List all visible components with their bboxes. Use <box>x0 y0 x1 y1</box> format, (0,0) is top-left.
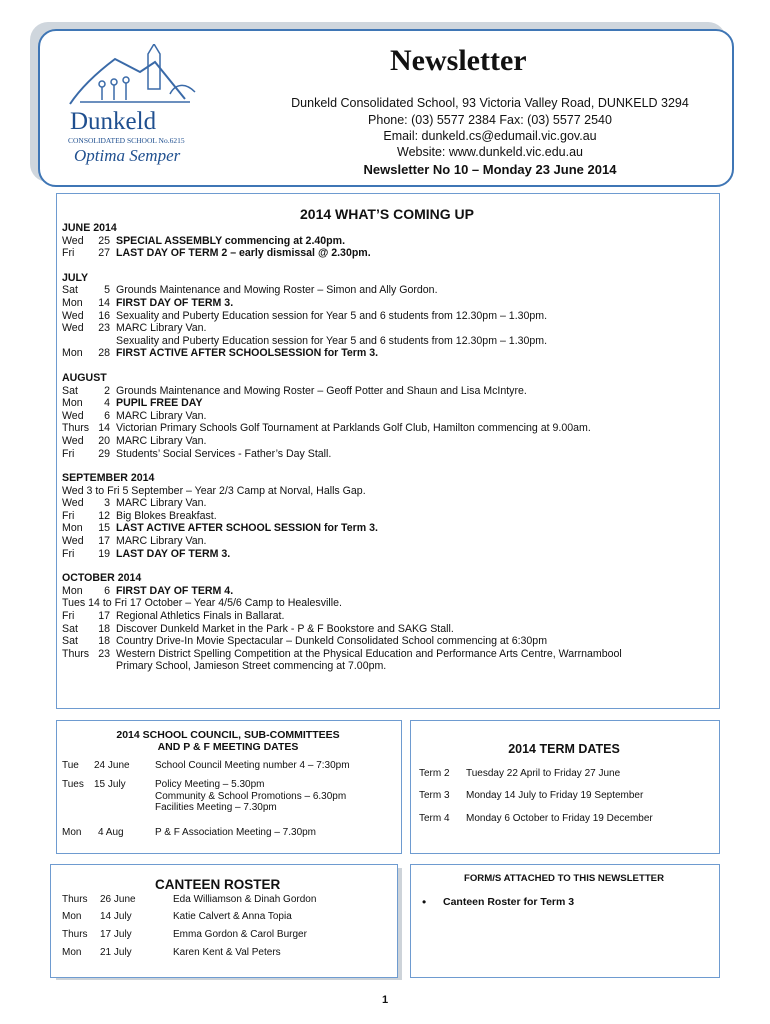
canteen-names: Katie Calvert & Anna Topia <box>173 911 292 922</box>
term-dates-title: 2014 TERM DATES <box>508 742 620 756</box>
term-label: Term 2 <box>419 768 450 779</box>
list-item: Sat 5 Grounds Maintenance and Mowing Roster – Simon and Ally Gordon. <box>62 284 438 297</box>
school-logo <box>60 44 210 174</box>
school-email[interactable]: Email: dunkeld.cs@edumail.vic.gov.au <box>383 129 597 143</box>
council-title-line2: AND P & F MEETING DATES <box>157 741 299 753</box>
logo-subname: CONSOLIDATED SCHOOL No.6215 <box>68 136 185 145</box>
list-item: Tues 14 to Fri 17 October – Year 4/5/6 Camp to Healesville. <box>62 597 342 610</box>
canteen-date: 14 July <box>100 911 132 922</box>
logo-name: Dunkeld <box>70 108 157 135</box>
council-date: 15 July <box>94 779 126 790</box>
list-item: Primary School, Jamieson Street commencing at 7.00pm. <box>116 660 387 673</box>
term-label: Term 3 <box>419 790 450 801</box>
term-dates-box <box>410 720 720 854</box>
page-number: 1 <box>381 994 389 1006</box>
list-item: Mon 28 FIRST ACTIVE AFTER SCHOOLSESSION for Term 3. <box>62 347 379 360</box>
list-item: Wed 16 Sexuality and Puberty Education session for Year 5 and 6 students from 12.30pm – 1.30pm. <box>62 309 548 322</box>
list-item: Sat 18 Discover Dunkeld Market in the Park - P & F Bookstore and SAKG Stall. <box>62 622 454 635</box>
council-title <box>56 729 400 753</box>
term-range: Monday 6 October to Friday 19 December <box>466 813 653 824</box>
list-item: Wed 25 SPECIAL ASSEMBLY commencing at 2.40pm. <box>62 234 346 247</box>
form-item: Canteen Roster for Term 3 <box>443 896 575 908</box>
coming-up-body <box>62 222 712 673</box>
council-event: School Council Meeting number 4 – 7:30pm <box>155 760 350 771</box>
list-item: Fri 17 Regional Athletics Finals in Ballarat. <box>62 610 285 623</box>
newsletter-issue: Newsletter No 10 – Monday 23 June 2014 <box>363 162 617 177</box>
council-day: Tues <box>62 779 84 790</box>
canteen-date: 26 June <box>100 894 136 905</box>
term-range: Monday 14 July to Friday 19 September <box>466 790 644 801</box>
october-heading: OCTOBER 2014 <box>62 572 142 585</box>
council-date: 24 June <box>94 760 130 771</box>
canteen-names: Eda Williamson & Dinah Gordon <box>173 894 317 905</box>
school-phone: Phone: (03) 5577 2384 Fax: (03) 5577 2540 <box>368 113 612 127</box>
school-address: Dunkeld Consolidated School, 93 Victoria Valley Road, DUNKELD 3294 <box>291 96 689 110</box>
list-item: Wed 17 MARC Library Van. <box>62 535 207 548</box>
list-item: Sat 2 Grounds Maintenance and Mowing Roster – Geoff Potter and Shaun and Lisa McIntyre. <box>62 384 527 397</box>
council-title-line1: 2014 SCHOOL COUNCIL, SUB-COMMITTEES <box>116 729 340 741</box>
list-item: Wed 23 MARC Library Van. <box>62 322 207 335</box>
council-day: Tue <box>62 760 79 771</box>
august-heading: AUGUST <box>62 371 107 384</box>
june-heading: JUNE 2014 <box>62 222 117 234</box>
list-item: Wed 20 MARC Library Van. <box>62 434 207 447</box>
list-item: Wed 6 MARC Library Van. <box>62 409 207 422</box>
list-item: Wed 3 to Fri 5 September – Year 2/3 Camp at Norval, Halls Gap. <box>62 484 366 497</box>
list-item: Fri 12 Big Blokes Breakfast. <box>62 509 217 522</box>
canteen-date: 21 July <box>100 947 132 958</box>
list-item: Wed 3 MARC Library Van. <box>62 497 207 510</box>
list-item: Sexuality and Puberty Education session for Year 5 and 6 students from 12.30pm – 1.30pm. <box>116 334 548 347</box>
canteen-names: Karen Kent & Val Peters <box>173 947 281 958</box>
canteen-names: Emma Gordon & Carol Burger <box>173 929 307 940</box>
list-item: Mon 6 FIRST DAY OF TERM 4. <box>62 584 234 597</box>
canteen-title: CANTEEN ROSTER <box>155 877 281 892</box>
council-event: Policy Meeting – 5.30pm <box>155 779 265 790</box>
bullet-icon: • <box>422 895 427 909</box>
canteen-date: 17 July <box>100 929 132 940</box>
newsletter-title: Newsletter <box>390 44 527 77</box>
list-item: Fri 19 LAST DAY OF TERM 3. <box>62 547 231 560</box>
list-item: Sat 18 Country Drive-In Movie Spectacular – Dunkeld Consolidated School commencing at 6:30pm <box>62 635 548 648</box>
forms-title: FORM/S ATTACHED TO THIS NEWSLETTER <box>463 873 665 884</box>
list-item: Thurs 23 Western District Spelling Competition at the Physical Education and Performance Arts Centre, Warrnambool <box>62 647 622 660</box>
list-item: Fri 27 LAST DAY OF TERM 2 – early dismissal @ 2.30pm. <box>62 247 371 260</box>
list-item: Mon 14 FIRST DAY OF TERM 3. <box>62 296 234 309</box>
council-event: Community & School Promotions – 6.30pm <box>155 791 347 802</box>
council-day: Mon <box>62 827 82 838</box>
list-item: Mon 15 LAST ACTIVE AFTER SCHOOL SESSION for Term 3. <box>62 522 378 535</box>
coming-up-title: 2014 WHAT’S COMING UP <box>300 206 474 222</box>
july-heading: JULY <box>62 271 89 284</box>
council-event: P & F Association Meeting – 7.30pm <box>155 827 317 838</box>
canteen-day: Mon <box>62 911 82 922</box>
school-website[interactable]: Website: www.dunkeld.vic.edu.au <box>397 145 583 159</box>
logo-motto: Optima Semper <box>74 146 181 165</box>
council-event: Facilities Meeting – 7.30pm <box>155 802 277 813</box>
canteen-day: Thurs <box>62 929 88 940</box>
term-range: Tuesday 22 April to Friday 27 June <box>466 768 621 779</box>
council-date: 4 Aug <box>98 827 124 838</box>
term-label: Term 4 <box>419 813 450 824</box>
list-item: Fri 29 Students’ Social Services - Father’s Day Stall. <box>62 447 332 460</box>
canteen-day: Thurs <box>62 894 88 905</box>
september-heading: SEPTEMBER 2014 <box>62 472 155 485</box>
canteen-day: Mon <box>62 947 82 958</box>
list-item: Mon 4 PUPIL FREE DAY <box>62 397 203 410</box>
list-item: Thurs 14 Victorian Primary Schools Golf Tournament at Parklands Golf Club, Hamilton commencing at 9.00am. <box>62 422 591 435</box>
